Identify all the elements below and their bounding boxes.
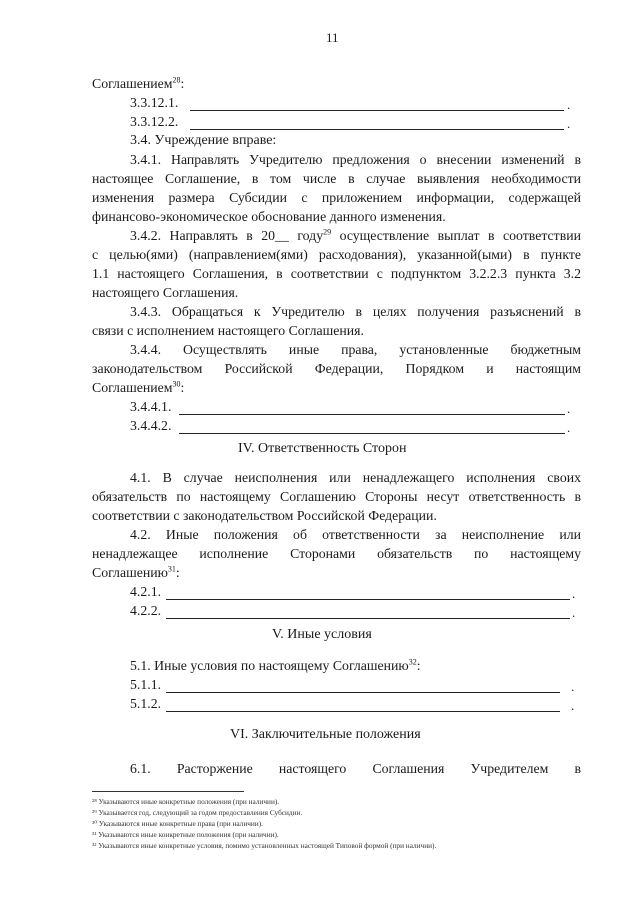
end-period: . [567, 97, 571, 112]
paragraph-line: финансово-экономическое обоснование данного изменения. [92, 209, 446, 224]
paragraph-line: настоящее Соглашение, в том числе в случае выявления необходимости [92, 171, 581, 186]
section-heading: 3.4. Учреждение вправе: [130, 133, 277, 148]
end-period: . [567, 116, 571, 131]
paragraph-line: 6.1. Расторжение настоящего Соглашения Учредителем в [130, 761, 581, 776]
item-number: 4.2.2. [130, 603, 162, 618]
text: Соглашением [92, 76, 173, 91]
paragraph-line: изменения размера Субсидии с приложением информации, содержащей [92, 190, 581, 205]
paragraph-line [130, 227, 581, 245]
end-period: . [567, 420, 571, 435]
section-heading-v: V. Иные условия [272, 627, 372, 642]
item-number: 3.3.12.1. [130, 95, 179, 110]
blank-line [190, 110, 564, 111]
paragraph-line [92, 379, 184, 397]
footnote-ref: 29 [323, 227, 332, 237]
end-period: . [572, 586, 576, 601]
footnote-ref: 30 [172, 379, 181, 389]
paragraph-line: 4.1. В случае неисполнения или ненадлежащего исполнения своих [130, 470, 581, 485]
text: 5.1. Иные условия по настоящему Соглашению [130, 658, 409, 673]
blank-line [166, 618, 570, 619]
end-period: . [567, 401, 571, 416]
item-number: 5.1.2. [130, 696, 162, 711]
blank-line [166, 711, 560, 712]
item-number: 4.2.1. [130, 584, 162, 599]
footnote-separator [92, 791, 244, 792]
item-number: 3.4.4.1. [130, 399, 172, 414]
paragraph-line: 3.4.4. Осуществлять иные права, установленные бюджетным [130, 342, 581, 357]
page-number: 11 [326, 30, 339, 45]
text: : [416, 658, 421, 673]
text: Соглашением [92, 380, 173, 395]
text: 3.4.2. Направлять в 20__ году [130, 228, 324, 243]
end-period: . [572, 605, 576, 620]
paragraph-line [92, 564, 180, 582]
section-heading-iv: IV. Ответственность Сторон [238, 441, 407, 456]
text: Соглашению [92, 565, 168, 580]
end-period: . [571, 679, 575, 694]
footnote: ³⁰ Указываются иные конкретные права (при наличии). [92, 819, 263, 828]
footnote-ref: 28 [172, 75, 181, 85]
item-number: 3.3.12.2. [130, 114, 179, 129]
paragraph-line: 3.4.1. Направлять Учредителю предложения о внесении изменений в [130, 152, 581, 167]
paragraph-line: 3.4.3. Обращаться к Учредителю в целях получения разъяснений в [130, 304, 581, 319]
footnote: ²⁸ Указываются иные конкретные положения (при наличии). [92, 797, 280, 806]
footnote-ref: 32 [408, 657, 417, 667]
item-number: 5.1.1. [130, 677, 162, 692]
paragraph-line: законодательством Российской Федерации, Порядком и настоящим [92, 361, 581, 376]
blank-line [179, 414, 565, 415]
paragraph-line: с целью(ями) (направлением(ями) расходования), указанной(ыми) в пункте [92, 247, 581, 262]
text: : [180, 380, 185, 395]
paragraph-line [92, 75, 184, 93]
paragraph-line: соответствии с законодательством Российской Федерации. [92, 508, 437, 523]
footnote-ref: 31 [167, 564, 176, 574]
blank-line [190, 129, 564, 130]
footnote: ²⁹ Указывается год, следующий за годом предоставления Субсидии. [92, 808, 303, 817]
end-period: . [571, 698, 575, 713]
footnote: ³¹ Указываются иные конкретные положения (при наличии). [92, 830, 279, 839]
item-number: 3.4.4.2. [130, 418, 172, 433]
text: осуществление выплат в соответствии [331, 228, 581, 243]
paragraph-line [130, 657, 421, 675]
blank-line [166, 692, 560, 693]
text: : [180, 76, 185, 91]
blank-line [179, 433, 565, 434]
paragraph-line: настоящего Соглашения. [92, 285, 239, 300]
paragraph-line: связи с исполнением настоящего Соглашения. [92, 323, 364, 338]
paragraph-line: обязательств по настоящему Соглашению Стороны несут ответственность в [92, 489, 581, 504]
paragraph-line: 4.2. Иные положения об ответственности за неисполнение или [130, 527, 581, 542]
footnote: ³² Указываются иные конкретные условия, помимо установленных настоящей Типовой формой (при наличии). [92, 841, 437, 850]
blank-line [166, 599, 570, 600]
paragraph-line: ненадлежащее исполнение Сторонами обязательств по настоящему [92, 546, 581, 561]
paragraph-line: 1.1 настоящего Соглашения, в соответствии с подпунктом 3.2.2.3 пункта 3.2 [92, 266, 581, 281]
section-heading-vi: VI. Заключительные положения [230, 727, 421, 742]
text: : [175, 565, 180, 580]
